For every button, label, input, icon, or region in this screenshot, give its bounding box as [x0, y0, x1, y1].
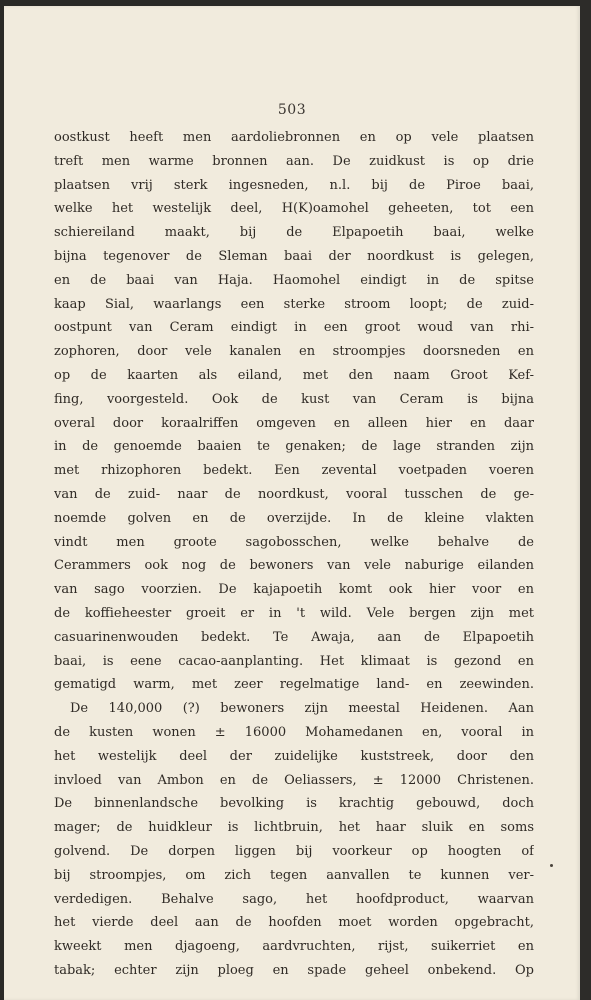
text-line: bij stroompjes, om zich tegen aanvallen te kunnen ver- — [54, 867, 534, 883]
text-line: bijna tegenover de Sleman baai der noordkust is gelegen, — [54, 248, 534, 264]
ink-speck — [550, 864, 553, 867]
text-line: in de genoemde baaien te genaken; de lage stranden zijn — [54, 439, 534, 455]
text-line: tabak; echter zijn ploeg en spade geheel onbekend. Op — [54, 962, 534, 978]
text-line: gematigd warm, met zeer regelmatige land- en zeewinden. — [54, 677, 534, 693]
text-line: baai, is eene cacao-aanplanting. Het klimaat is gezond en — [54, 653, 534, 669]
text-line: kweekt men djagoeng, aardvruchten, rijst, suikerriet en — [54, 939, 534, 955]
text-line: overal door koraalriffen omgeven en alleen hier en daar — [54, 415, 534, 431]
text-line: De binnenlandsche bevolking is krachtig gebouwd, doch — [54, 796, 534, 812]
text-line: en de baai van Haja. Haomohel eindigt in de spitse — [54, 272, 534, 288]
text-line: vindt men groote sagobosschen, welke behalve de — [54, 534, 534, 550]
text-line: de koffieheester groeit er in 't wild. Vele bergen zijn met — [54, 605, 534, 621]
text-line: schiereiland maakt, bij de Elpapoetih baai, welke — [54, 225, 534, 241]
text-line: van de zuid- naar de noordkust, vooral tusschen de ge- — [54, 486, 534, 502]
text-line: het westelijk deel der zuidelijke kuststreek, door den — [54, 748, 534, 764]
page-number: 503 — [277, 102, 307, 118]
text-line: De 140,000 (?) bewoners zijn meestal Heidenen. Aan — [70, 701, 534, 717]
text-line: het vierde deel aan de hoofden moet worden opgebracht, — [54, 915, 534, 931]
text-line: fing, voorgesteld. Ook de kust van Ceram is bijna — [54, 391, 534, 407]
body-text — [54, 126, 534, 983]
text-line: met rhizophoren bedekt. Een zevental voetpaden voeren — [54, 463, 534, 479]
text-line: noemde golven en de overzijde. In de kleine vlakten — [54, 510, 534, 526]
text-line: treft men warme bronnen aan. De zuidkust is op drie — [54, 153, 534, 169]
text-line: de kusten wonen ± 16000 Mohamedanen en, vooral in — [54, 724, 534, 740]
text-line: Cerammers ook nog de bewoners van vele naburige eilanden — [54, 558, 534, 574]
text-line: invloed van Ambon en de Oeliassers, ± 12000 Christenen. — [54, 772, 534, 788]
scan-border — [580, 0, 591, 1000]
text-line: van sago voorzien. De kajapoetih komt ook hier voor en — [54, 582, 534, 598]
text-line: verdedigen. Behalve sago, het hoofdproduct, waarvan — [54, 891, 534, 907]
text-line: golvend. De dorpen liggen bij voorkeur op hoogten of — [54, 843, 534, 859]
text-line: mager; de huidkleur is lichtbruin, het haar sluik en soms — [54, 820, 534, 836]
text-line: plaatsen vrij sterk ingesneden, n.l. bij de Piroe baai, — [54, 177, 534, 193]
text-line: zophoren, door vele kanalen en stroompjes doorsneden en — [54, 344, 534, 360]
text-line: op de kaarten als eiland, met den naam Groot Kef- — [54, 367, 534, 383]
text-line: kaap Sial, waarlangs een sterke stroom loopt; de zuid- — [54, 296, 534, 312]
text-line: oostpunt van Ceram eindigt in een groot woud van rhi- — [54, 320, 534, 336]
text-line: oostkust heeft men aardoliebronnen en op vele plaatsen — [54, 130, 534, 145]
text-line: casuarinenwouden bedekt. Te Awaja, aan de Elpapoetih — [54, 629, 534, 645]
text-line: welke het westelijk deel, H(K)oamohel geheeten, tot een — [54, 201, 534, 217]
book-page — [4, 6, 580, 1000]
